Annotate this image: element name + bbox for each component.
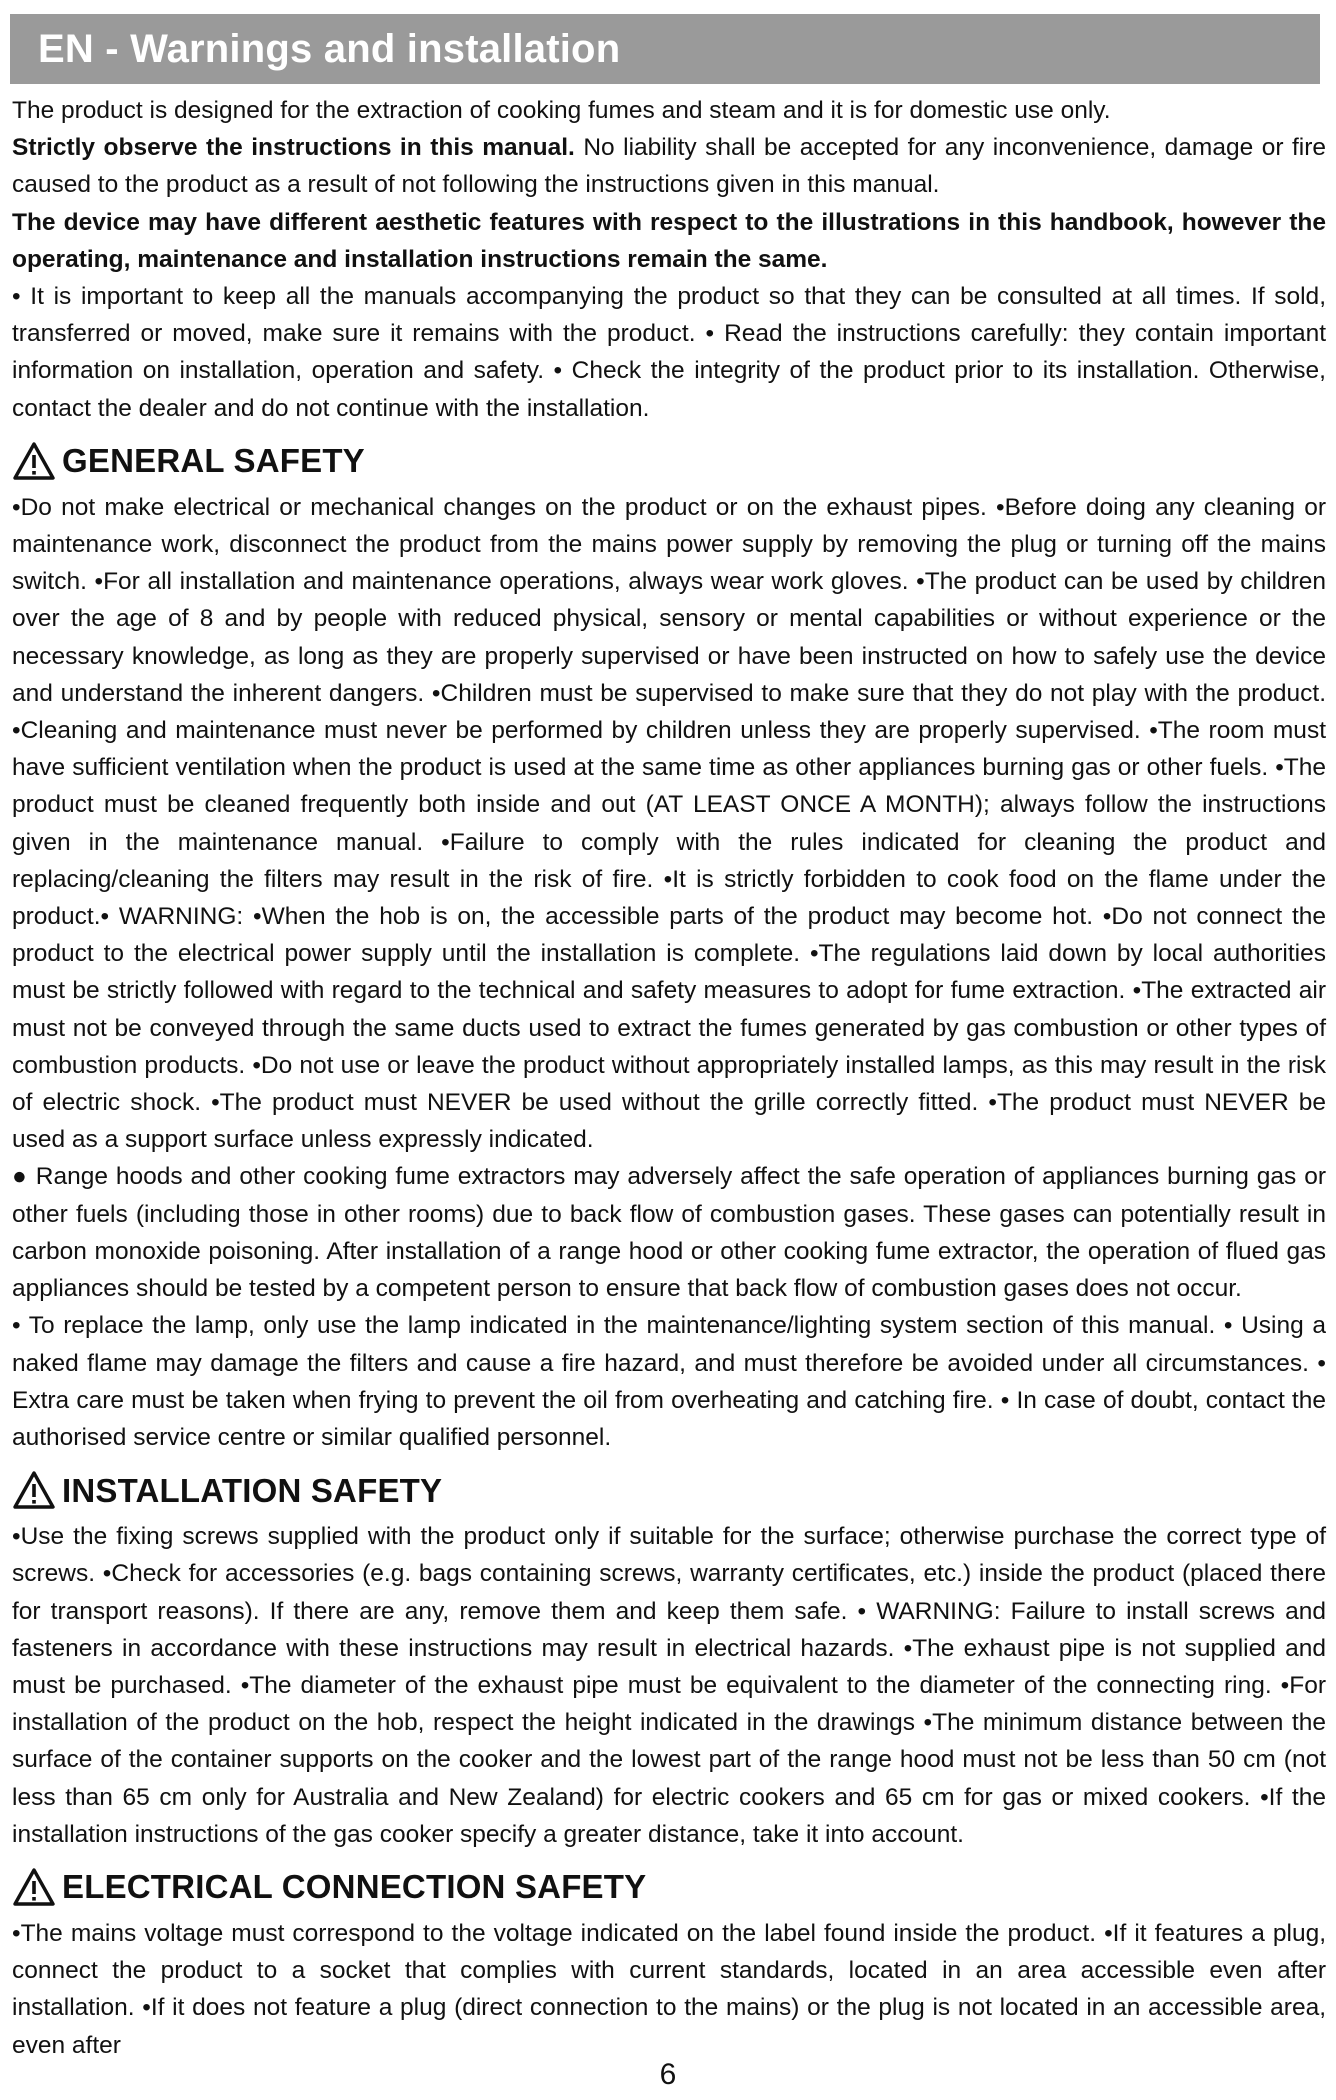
page-title: EN - Warnings and installation	[38, 26, 621, 71]
intro-paragraph-3-bold: The device may have different aesthetic features with respect to the illustrations in this handbook, however the operating, maintenance and installation instructions remain the same.	[12, 208, 1326, 273]
installation-safety-title: INSTALLATION SAFETY	[62, 1471, 443, 1509]
warning-triangle-icon	[12, 1867, 56, 1907]
intro-paragraph-2-text: No liability shall be accepted for any inconvenience, damage or fire caused to the product as a result of not following the instructions given in this manual.	[12, 134, 1327, 199]
intro-paragraph-3	[12, 204, 1326, 278]
section-banner	[10, 14, 1320, 84]
installation-safety-paragraph: •Use the fixing screws supplied with the product only if suitable for the surface; otherwise purchase the correct type of screws. •Check for accessories (e.g. bags containing screws, warranty certificates, etc.) inside the product (placed there for transport reasons). If there are any, remove them and keep them safe. • WARNING: Failure to install screws and fasteners in accordance with these instructions may result in electrical hazards. •The exhaust pipe is not supplied and must be purchased. •The diameter of the exhaust pipe must be equivalent to the diameter of the connecting ring. •For installation of the product on the hob, respect the height indicated in the drawings •The minimum distance between the surface of the container supports on the cooker and the lowest part of the range hood must not be less than 50 cm (not less than 65 cm only for Australia and New Zealand) for electric cookers and 65 cm for gas or mixed cookers. •If the installation instructions of the gas cooker specify a greater distance, take it into account.	[12, 1523, 1326, 1848]
page-content	[12, 92, 1326, 2064]
general-safety-paragraph-2: ● Range hoods and other cooking fume extractors may adversely affect the safe operation of appliances burning gas or other fuels (including those in other rooms) due to back flow of combustion gases. These gases can potentially result in carbon monoxide poisoning. After installation of a range hood or other cooking fume extractor, the operation of flued gas appliances should be tested by a competent person to ensure that back flow of combustion gases does not occur.	[12, 1163, 1326, 1303]
general-safety-heading	[12, 439, 1326, 483]
intro-paragraph-1: The product is designed for the extraction of cooking fumes and steam and it is for domestic use only.	[12, 97, 1111, 124]
general-safety-paragraph-1: •Do not make electrical or mechanical changes on the product or on the exhaust pipes. •Before doing any cleaning or maintenance work, disconnect the product from the mains power supply by removing the plug or turning off the mains switch. •For all installation and maintenance operations, always wear work gloves. •The product can be used by children over the age of 8 and by people with reduced physical, sensory or mental capabilities or without experience or the necessary knowledge, as long as they are properly supervised or have been instructed on how to safely use the device and understand the inherent dangers. •Children must be supervised to make sure that they do not play with the product. •Cleaning and maintenance must never be performed by children unless they are properly supervised. •The room must have sufficient ventilation when the product is used at the same time as other appliances burning gas or other fuels. •The product must be cleaned frequently both inside and out (AT LEAST ONCE A MONTH); always follow the instructions given in the maintenance manual. •Failure to comply with the rules indicated for cleaning the product and replacing/cleaning the filters may result in the risk of fire. •It is strictly forbidden to cook food on the flame under the product.• WARNING: •When the hob is on, the accessible parts of the product may become hot. •Do not connect the product to the electrical power supply until the installation is complete. •The regulations laid down by local authorities must be strictly followed with regard to the technical and safety measures to adopt for fume extraction. •The extracted air must not be conveyed through the same ducts used to extract the fumes generated by gas combustion or other types of combustion products. •Do not use or leave the product without appropriately installed lamps, as this may result in the risk of electric shock. •The product must NEVER be used without the grille correctly fitted. •The product must NEVER be used as a support surface unless expressly indicated.	[12, 493, 1326, 1154]
intro-paragraph-4: • It is important to keep all the manuals accompanying the product so that they can be consulted at all times. If sold, transferred or moved, make sure it remains with the product. • Read the instructions carefully: they contain important information on installation, operation and safety. • Check the integrity of the product prior to its installation. Otherwise, contact the dealer and do not continue with the installation.	[12, 283, 1326, 422]
electrical-safety-heading	[12, 1865, 1326, 1909]
warning-triangle-icon	[12, 1470, 56, 1510]
electrical-safety-title: ELECTRICAL CONNECTION SAFETY	[62, 1868, 647, 1906]
page-number: 6	[659, 2058, 677, 2091]
intro-paragraph-2-bold: Strictly observe the instructions in this manual.	[12, 134, 575, 162]
general-safety-title: GENERAL SAFETY	[62, 442, 365, 480]
general-safety-paragraph-3: • To replace the lamp, only use the lamp indicated in the maintenance/lighting system section of this manual. • Using a naked flame may damage the filters and cause a fire hazard, and must therefore be avoided under all circumstances. • Extra care must be taken when frying to prevent the oil from overheating and catching fire. • In case of doubt, contact the authorised service centre or similar qualified personnel.	[12, 1312, 1326, 1451]
installation-safety-heading	[12, 1468, 1326, 1512]
electrical-safety-paragraph: •The mains voltage must correspond to the voltage indicated on the label found inside the product. •If it features a plug, connect the product to a socket that complies with current standards, located in an area accessible even after installation. •If it does not feature a plug (direct connection to the mains) or the plug is not located in an accessible area, even after	[12, 1919, 1326, 2059]
warning-triangle-icon	[12, 441, 56, 481]
intro-paragraph-2	[12, 129, 1326, 203]
